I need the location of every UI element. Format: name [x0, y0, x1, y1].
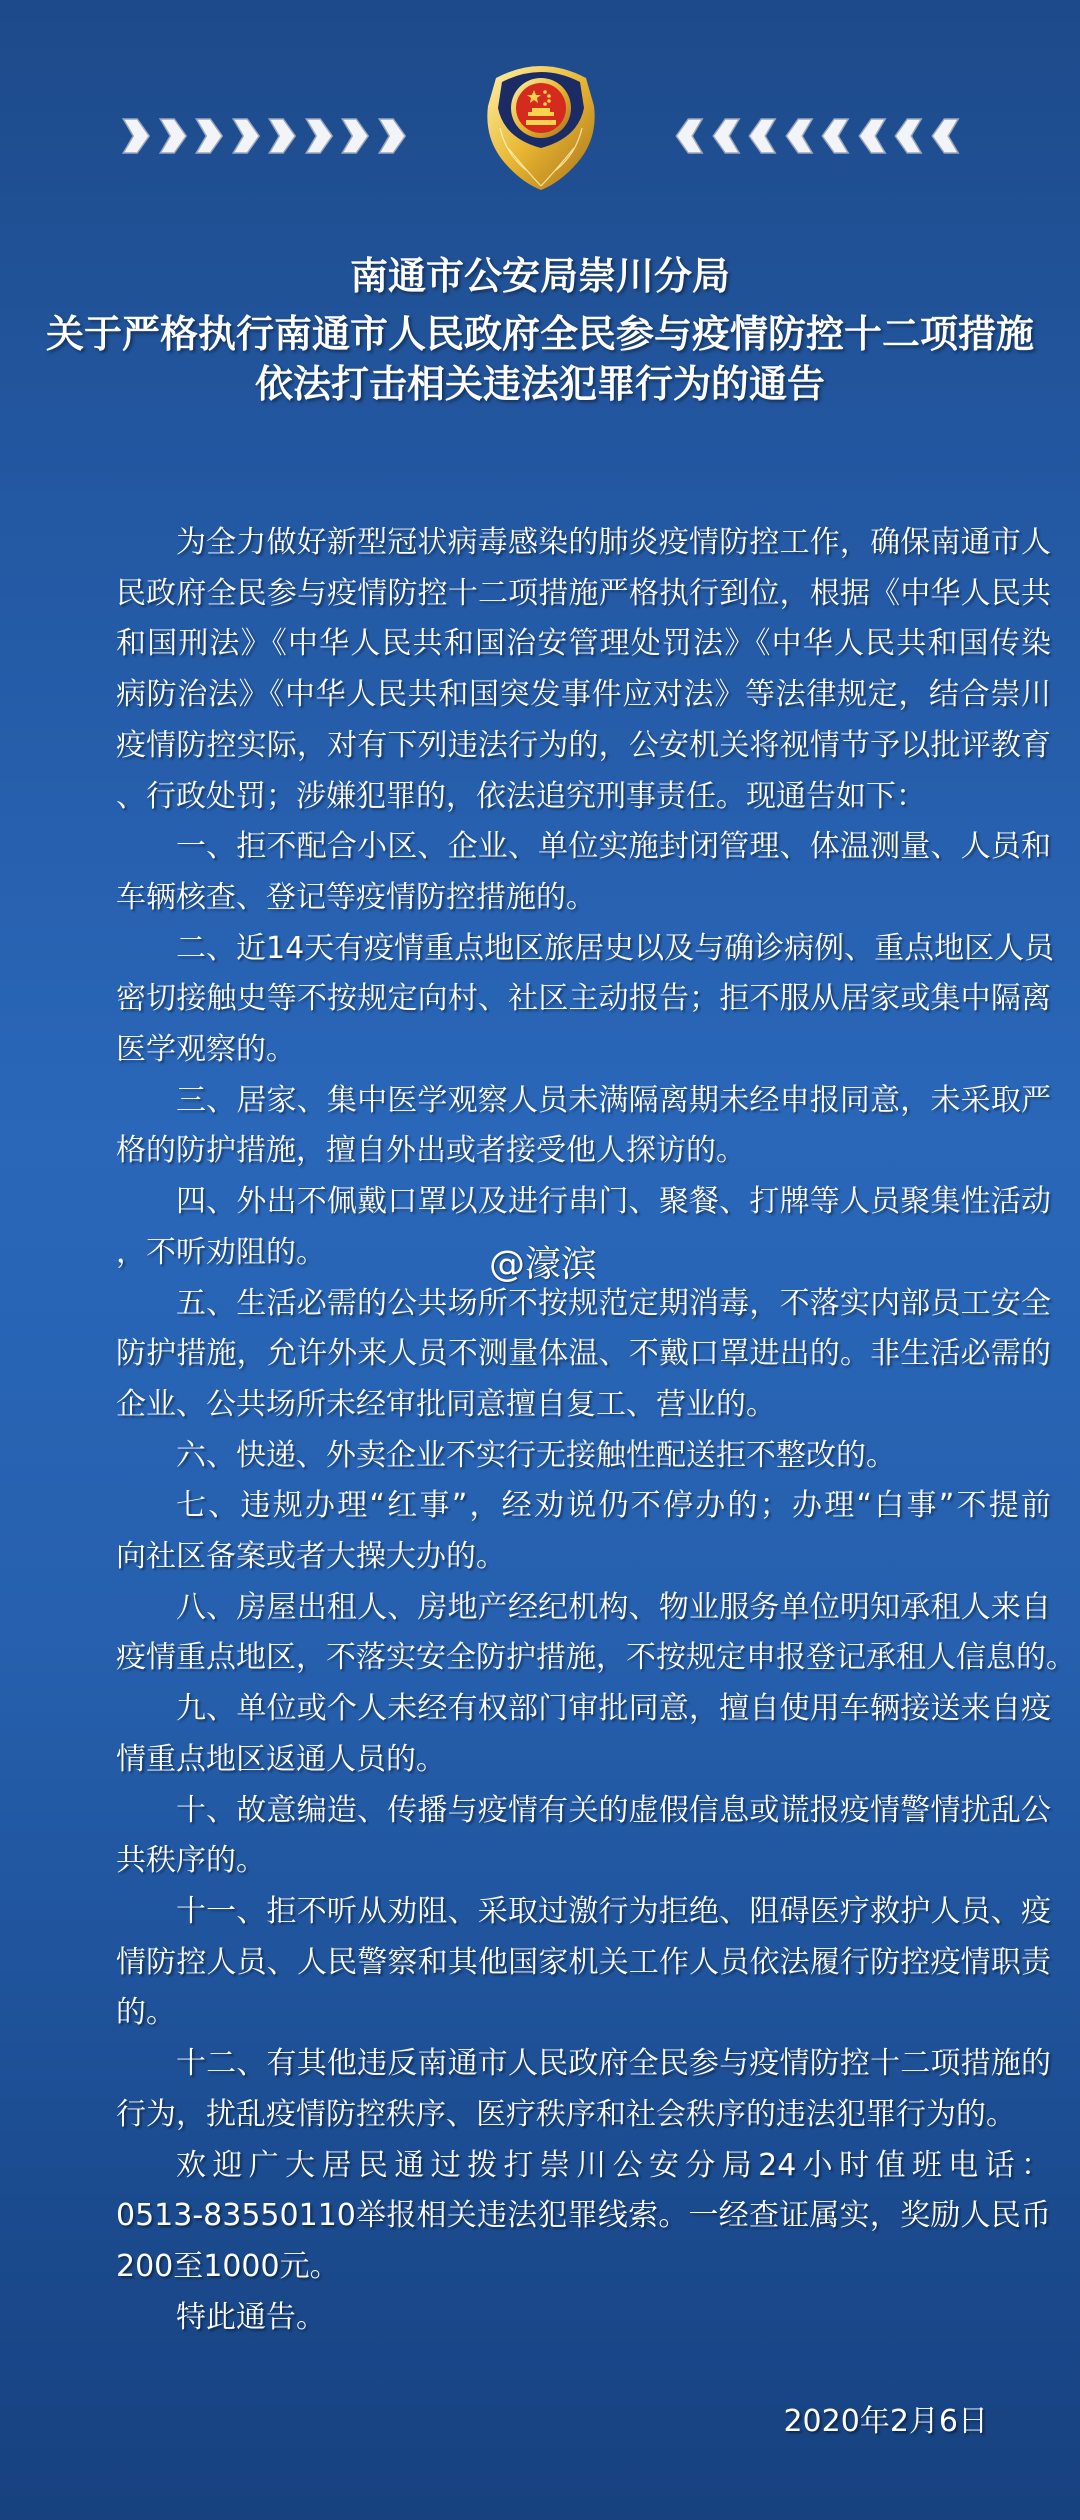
watermark: @濠滨 [489, 1244, 598, 1285]
chevron-right-icon [154, 113, 191, 159]
paragraph-line: 病防治法》《中华人民共和国突发事件应对法》等法律规定，结合崇川 [116, 677, 1051, 713]
paragraph-line: 七、违规办理“红事”，经劝说仍不停办的；办理“白事”不提前 [176, 1488, 1051, 1524]
chevron-left-icon [818, 113, 855, 159]
chevron-left-icon [928, 113, 965, 159]
paragraph-line: 医学观察的。 [116, 1032, 296, 1068]
chevron-right-icon [373, 113, 410, 159]
police-emblem-icon [466, 58, 616, 192]
notice-paragraph [116, 518, 1051, 822]
notice-paragraph [116, 2141, 1051, 2293]
chevron-left-icon [672, 113, 709, 159]
title-line-3: 依法打击相关违法犯罪行为的通告 [254, 362, 825, 406]
paragraph-line: 和国刑法》《中华人民共和国治安管理处罚法》《中华人民共和国传染 [116, 626, 1051, 662]
chevron-right-icon [117, 113, 154, 159]
paragraph-line: 格的防护措施，擅自外出或者接受他人探访的。 [116, 1133, 746, 1169]
notice-paragraph [116, 1583, 1076, 1684]
paragraph-line: 一、拒不配合小区、企业、单位实施封闭管理、体温测量、人员和 [176, 829, 1051, 865]
chevron-right-icon [190, 113, 227, 159]
chevron-right-icon [263, 113, 300, 159]
paragraph-line: 200至1000元。 [116, 2248, 340, 2284]
paragraph-line: 疫情防控实际，对有下列违法行为的，公安机关将视情节予以批评教育 [116, 727, 1051, 763]
paragraph-line: 密切接触史等不按规定向村、社区主动报告；拒不服从居家或集中隔离 [116, 981, 1051, 1017]
chevron-right-icon [300, 113, 337, 159]
title-line-1: 南通市公安局崇川分局 [349, 254, 730, 298]
notice-paragraph [116, 1431, 1051, 1482]
chevron-left-icon [855, 113, 892, 159]
paragraph-line: 欢迎广大居民通过拨打崇川公安分局24小时值班电话： [176, 2147, 1051, 2183]
chevron-left-icon [709, 113, 746, 159]
paragraph-line: 车辆核查、登记等疫情防控措施的。 [116, 879, 596, 915]
paragraph-line: 的。 [116, 1995, 176, 2031]
paragraph-line: 为全力做好新型冠状病毒感染的肺炎疫情防控工作，确保南通市人 [176, 525, 1051, 560]
paragraph-line: 三、居家、集中医学观察人员未满隔离期未经申报同意，未采取严 [176, 1082, 1051, 1118]
notice-paragraph [116, 1684, 1051, 1785]
paragraph-line: 防护措施，允许外来人员不测量体温、不戴口罩进出的。非生活必需的 [116, 1336, 1051, 1372]
paragraph-line: 、行政处罚；涉嫌犯罪的，依法追究刑事责任。现通告如下： [116, 778, 926, 814]
notice-paragraph [116, 822, 1051, 923]
paragraph-line: 企业、公共场所未经审批同意擅自复工、营业的。 [116, 1386, 776, 1422]
paragraph-line: 二、近14天有疫情重点地区旅居史以及与确诊病例、重点地区人员 [176, 930, 1055, 966]
paragraph-line: 情防控人员、人民警察和其他国家机关工作人员依法履行防控疫情职责 [116, 1944, 1051, 1980]
paragraph-line: 疫情重点地区，不落实安全防护措施，不按规定申报登记承租人信息的。 [116, 1640, 1076, 1676]
notice-paragraph [116, 1887, 1051, 2039]
paragraph-line: 九、单位或个人未经有权部门审批同意，擅自使用车辆接送来自疫 [176, 1691, 1051, 1727]
paragraph-line: 情重点地区返通人员的。 [116, 1741, 446, 1777]
paragraph-line: 六、快递、外卖企业不实行无接触性配送拒不整改的。 [176, 1437, 896, 1473]
chevron-left-icon [745, 113, 782, 159]
notice-date: 2020年2月6日 [783, 2404, 988, 2439]
notice-paragraph [116, 2293, 1051, 2344]
notice-paragraph [116, 2039, 1051, 2140]
notice-paragraph [116, 1076, 1051, 1177]
right-chevron-decoration [672, 113, 964, 159]
paragraph-line: 五、生活必需的公共场所不按规范定期消毒，不落实内部员工安全 [176, 1285, 1051, 1321]
paragraph-line: 四、外出不佩戴口罩以及进行串门、聚餐、打牌等人员聚集性活动 [176, 1184, 1051, 1220]
paragraph-line: 特此通告。 [176, 2299, 326, 2335]
chevron-left-icon [891, 113, 928, 159]
paragraph-line: 八、房屋出租人、房地产经纪机构、物业服务单位明知承租人来自 [176, 1589, 1051, 1625]
chevron-right-icon [227, 113, 264, 159]
paragraph-line: 十、故意编造、传播与疫情有关的虚假信息或谎报疫情警情扰乱公 [176, 1792, 1051, 1828]
paragraph-line: 共秩序的。 [116, 1843, 266, 1879]
notice-paragraph [116, 1481, 1051, 1582]
notice-paragraph [116, 1786, 1051, 1887]
notice-paragraph [116, 924, 1055, 1076]
chevron-left-icon [782, 113, 819, 159]
paragraph-line: 行为，扰乱疫情防控秩序、医疗秩序和社会秩序的违法犯罪行为的。 [116, 2096, 1016, 2132]
chevron-right-icon [336, 113, 373, 159]
notice-body [116, 518, 1076, 2343]
paragraph-line: 十一、拒不听从劝阻、采取过激行为拒绝、阻碍医疗救护人员、疫 [176, 1893, 1051, 1929]
notice-paragraph [116, 1279, 1051, 1431]
paragraph-line: ，不听劝阻的。 [116, 1234, 326, 1270]
title-line-2: 关于严格执行南通市人民政府全民参与疫情防控十二项措施 [45, 312, 1034, 356]
paragraph-line: 向社区备案或者大操大办的。 [116, 1539, 506, 1575]
left-chevron-decoration [117, 113, 409, 159]
paragraph-line: 十二、有其他违反南通市人民政府全民参与疫情防控十二项措施的 [176, 2046, 1051, 2082]
paragraph-line: 民政府全民参与疫情防控十二项措施严格执行到位，根据《中华人民共 [116, 575, 1051, 611]
paragraph-line: 0513-83550110举报相关违法犯罪线索。一经查证属实，奖励人民币 [116, 2198, 1051, 2234]
